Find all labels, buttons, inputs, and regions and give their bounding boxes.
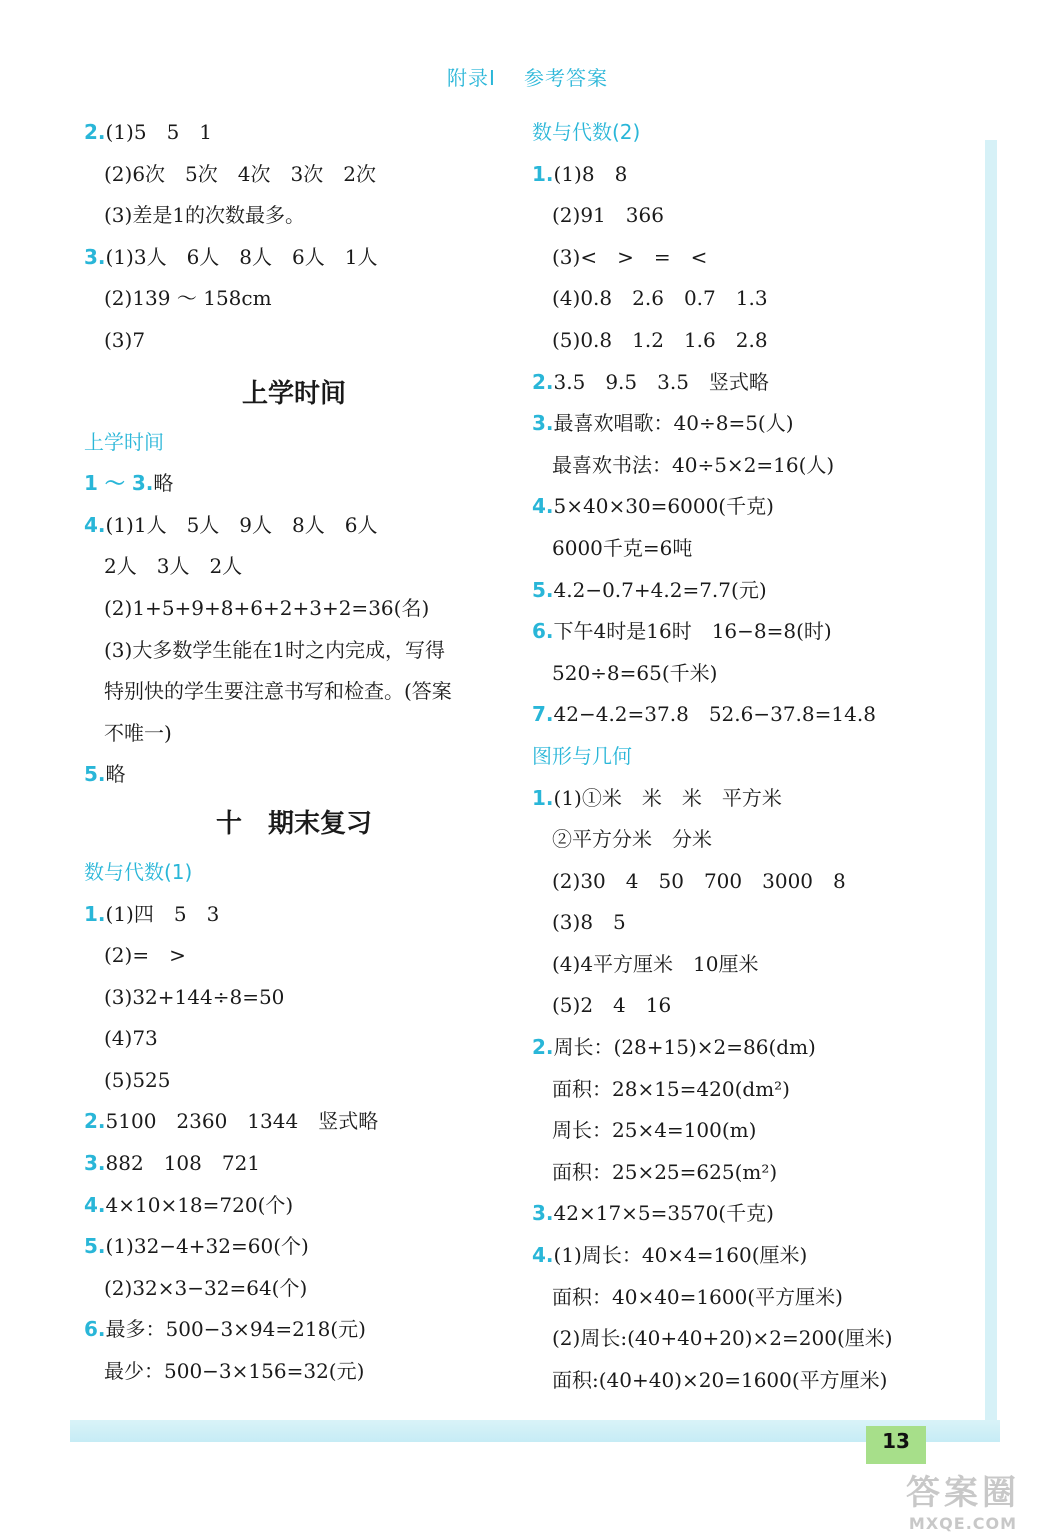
watermark-logo: 答案圈 (906, 1473, 1020, 1513)
answer-line: (3)大多数学生能在1时之内完成，写得 (104, 637, 446, 662)
answer-line (532, 1235, 972, 1277)
question-number: 5. (84, 762, 106, 787)
answer-line: 不唯一) (104, 720, 172, 745)
running-header (0, 62, 1055, 91)
left-column (84, 112, 504, 1393)
answer-text: 最多：500−3×94=218(元) (105, 1317, 366, 1342)
answer-line: 6000千克=6吨 (552, 535, 693, 560)
answer-text: (1)5 5 1 (105, 120, 213, 144)
question-number: 3. (84, 244, 106, 269)
answer-text: 3.5 9.5 3.5 竖式略 (553, 369, 769, 394)
answer-line (84, 463, 504, 505)
chapter-title: 十 期末复习 (215, 808, 372, 839)
question-number: 6. (532, 619, 554, 644)
section-title: 数与代数(1) (84, 859, 193, 884)
answer-text: (1)32−4+32=60(个) (105, 1234, 309, 1259)
answer-line: (3)7 (104, 327, 146, 352)
watermark (878, 1465, 1048, 1533)
answer-text: 5100 2360 1344 竖式略 (105, 1109, 379, 1134)
question-number: 3. (532, 1201, 554, 1226)
answer-line (532, 778, 972, 820)
answer-line: (2)周长:(40+40+20)×2=200(厘米) (552, 1326, 893, 1351)
answer-line (84, 1185, 504, 1227)
question-number: 4. (532, 1243, 554, 1268)
answer-text: 42×17×5=3570(千克) (553, 1201, 774, 1226)
answer-text: 5×40×30=6000(千克) (553, 494, 774, 519)
answer-line: (4)4平方厘米 10厘米 (552, 951, 759, 976)
answer-line: ②平方分米 分米 (552, 827, 712, 852)
answer-line: (3)< > = < (552, 244, 708, 269)
answer-line (84, 1309, 504, 1351)
answer-line: 面积：40×40=1600(平方厘米) (552, 1284, 843, 1309)
answer-line: 特别快的学生要注意书写和检查。(答案 (104, 679, 452, 704)
answer-line (84, 754, 504, 796)
answer-line (532, 154, 972, 196)
question-number: 3. (532, 411, 554, 436)
question-number: 4. (532, 494, 554, 519)
header-answers: 参考答案 (523, 66, 608, 90)
decorative-bottom-band (70, 1420, 1000, 1442)
answer-line (84, 112, 504, 154)
answer-line: (2)6次 5次 4次 3次 2次 (104, 161, 376, 186)
question-number: 2. (84, 120, 106, 144)
answer-text: 最喜欢唱歌：40÷8=5(人) (553, 411, 794, 436)
answer-text: 下午4时是16时 16−8=8(时) (553, 619, 832, 644)
answer-line: 最少：500−3×156=32(元) (104, 1359, 365, 1384)
answer-text: 4.2−0.7+4.2=7.7(元) (553, 577, 767, 602)
answer-text: (1)①米 米 米 平方米 (553, 785, 782, 810)
answer-line: (5)2 4 16 (552, 993, 672, 1018)
answer-line: 面积:(40+40)×20=1600(平方厘米) (552, 1367, 888, 1392)
answer-line: (4)73 (104, 1026, 158, 1051)
decorative-sidebar (985, 140, 997, 1430)
answer-line: (5)0.8 1.2 1.6 2.8 (552, 327, 768, 352)
question-number: 5. (532, 577, 554, 602)
answer-line: (3)差是1的次数最多。 (104, 203, 306, 228)
answer-line (532, 1193, 972, 1235)
answer-line: 面积：28×15=420(dm²) (552, 1076, 790, 1101)
answer-text: 882 108 721 (105, 1151, 261, 1176)
answer-line: 周长：25×4=100(m) (552, 1118, 757, 1143)
question-number: 2. (532, 369, 554, 394)
watermark-url: MXQE.COM (908, 1514, 1018, 1533)
question-number: 2. (84, 1109, 106, 1134)
answer-line: 520÷8=65(千米) (552, 660, 718, 685)
answer-line: (3)8 5 (552, 910, 626, 935)
question-number: 3. (84, 1151, 106, 1176)
answer-line: (5)525 (104, 1067, 171, 1092)
answer-line (532, 403, 972, 445)
header-appendix: 附录Ⅰ (447, 66, 496, 90)
question-number: 4. (84, 512, 106, 537)
answer-line (84, 894, 504, 936)
answer-line (532, 611, 972, 653)
question-number: 1. (532, 785, 554, 810)
answer-line: (2)91 366 (552, 203, 664, 228)
section-title: 数与代数(2) (532, 120, 641, 144)
answer-text: 4×10×18=720(个) (105, 1192, 294, 1217)
answer-line: (2)32×3−32=64(个) (104, 1275, 308, 1300)
answer-line: 2人 3人 2人 (104, 554, 243, 579)
question-number: 1. (84, 901, 106, 926)
answer-line (532, 486, 972, 528)
right-column (532, 112, 972, 1401)
answer-line (84, 505, 504, 547)
answer-line (532, 570, 972, 612)
answer-line: (4)0.8 2.6 0.7 1.3 (552, 286, 768, 311)
answer-line: (2)30 4 50 700 3000 8 (552, 868, 846, 893)
question-number: 5. (84, 1234, 106, 1259)
answer-text: 42−4.2=37.8 52.6−37.8=14.8 (553, 702, 876, 727)
question-number: 1. (532, 161, 554, 186)
page-number: 13 (866, 1426, 926, 1464)
question-number: 7. (532, 702, 554, 727)
question-number: 1 ～ 3. (84, 471, 154, 496)
answer-text: (1)3人 6人 8人 6人 1人 (105, 244, 378, 269)
answer-line: (3)32+144÷8=50 (104, 984, 285, 1009)
answer-line (532, 694, 972, 736)
section-title: 上学时间 (84, 429, 164, 454)
answer-text: 周长：(28+15)×2=86(dm) (553, 1035, 816, 1060)
question-number: 4. (84, 1192, 106, 1217)
answer-line: 最喜欢书法：40÷5×2=16(人) (552, 452, 835, 477)
answer-text: (1)1人 5人 9人 8人 6人 (105, 512, 378, 537)
answer-text: (1)四 5 3 (105, 901, 220, 926)
answer-line: (2)1+5+9+8+6+2+3+2=36(名) (104, 595, 430, 620)
chapter-title: 上学时间 (241, 378, 346, 409)
answer-text: (1)周长：40×4=160(厘米) (553, 1243, 808, 1268)
answer-line (84, 1101, 504, 1143)
section-title: 图形与几何 (532, 743, 632, 768)
question-number: 2. (532, 1035, 554, 1060)
question-number: 6. (84, 1317, 106, 1342)
answer-line: 面积：25×25=625(m²) (552, 1159, 778, 1184)
answer-line: (2)= > (104, 943, 186, 968)
answer-line (84, 1226, 504, 1268)
answer-line: (2)139 ～ 158cm (104, 286, 272, 311)
answer-text: 略 (105, 762, 126, 787)
answer-text: 略 (153, 471, 174, 496)
answer-line (84, 237, 504, 279)
answer-text: (1)8 8 (553, 161, 628, 186)
answer-line (532, 1027, 972, 1069)
answer-line (532, 362, 972, 404)
answer-line (84, 1143, 504, 1185)
